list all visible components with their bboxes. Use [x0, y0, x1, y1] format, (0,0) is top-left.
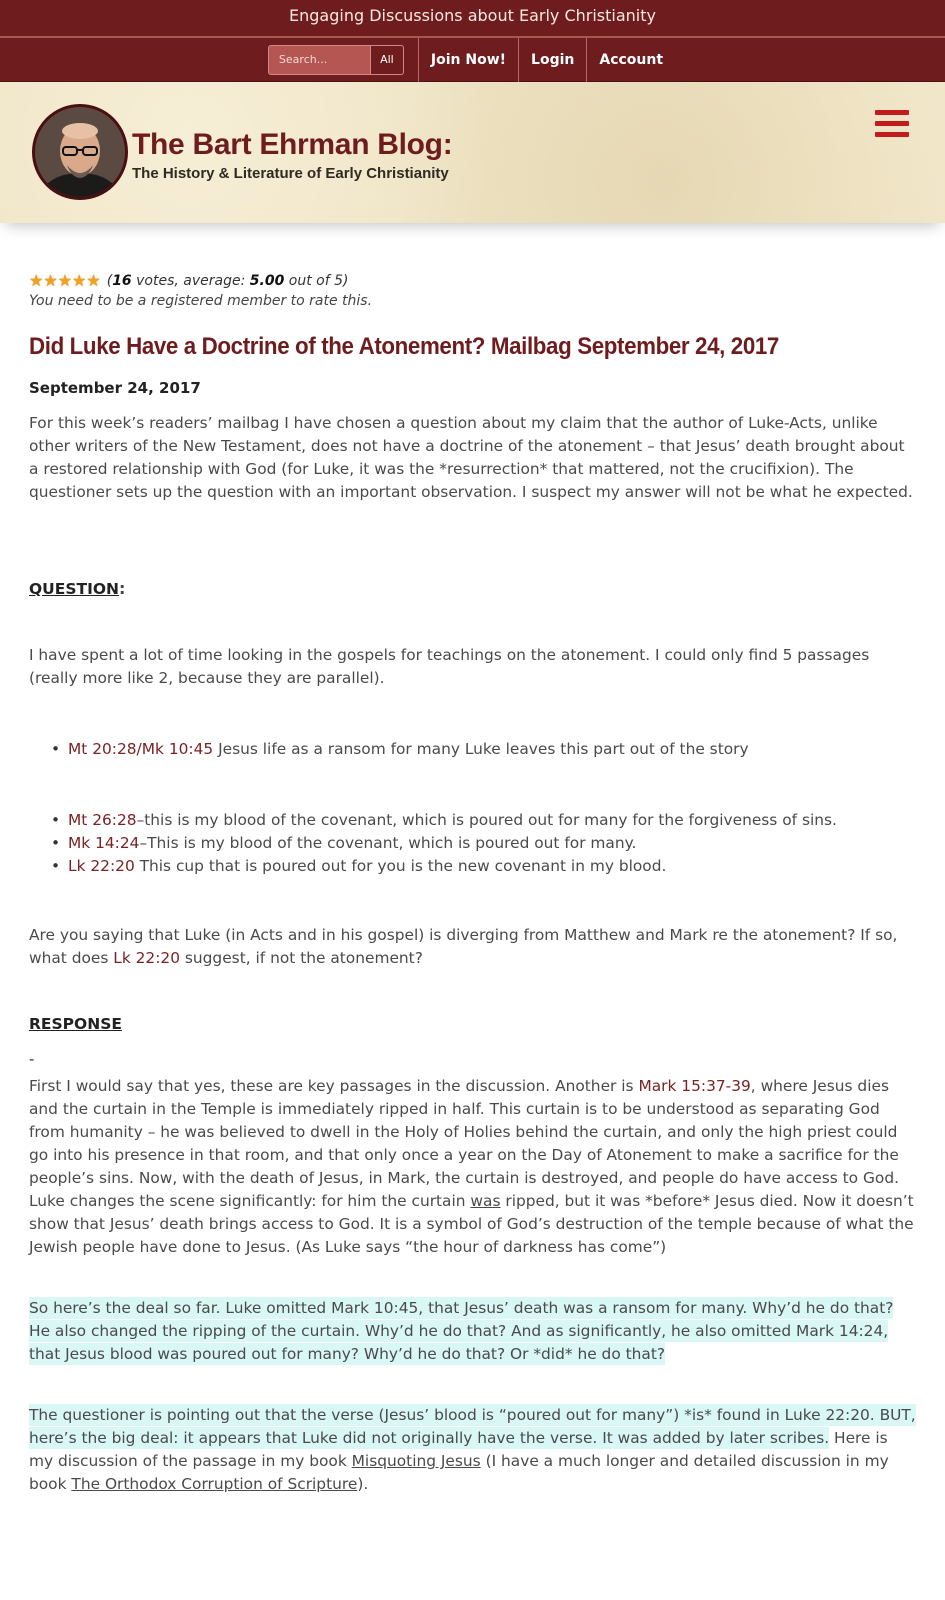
post-rating	[29, 273, 916, 289]
scripture-link[interactable]: Mt 20:28/Mk 10:45	[68, 740, 214, 758]
rating-member-note: You need to be a registered member to rate this.	[29, 293, 373, 309]
list-item	[29, 809, 916, 832]
response-paragraph	[29, 1075, 916, 1259]
paragraph-text: Here is my discussion of the passage in my book	[29, 1429, 888, 1470]
paragraph-text: (I have a much longer and detailed discussion in my book	[29, 1452, 889, 1493]
passage-list-2	[29, 809, 916, 878]
highlighted-text: So here’s the deal so far. Luke omitted Mark 10:45, that Jesus’ death was a ransom for many. Why’d he do that? He also changed the ripping of the curtain. Why’d he do that? And as significantly, he also omitted Mark 14:24, that Jesus blood was poured out for many? Why’d he do that? Or *did* he do that?	[29, 1299, 894, 1363]
site-header-banner	[0, 82, 945, 223]
rating-votes: 16	[112, 273, 132, 289]
question-paragraph: I have spent a lot of time looking in the gospels for teachings on the atonement. I could only find 5 passages (really more like 2, because they are parallel).	[29, 646, 870, 687]
site-tagline: Engaging Discussions about Early Christianity	[289, 6, 656, 25]
search-input[interactable]: Search...	[268, 45, 371, 75]
highlighted-paragraph-1	[29, 1297, 916, 1366]
highlighted-text: The questioner is pointing out that the verse (Jesus’ blood is “poured out for many”) *is* found in Luke 22:20. BUT, here’s the big deal: it appears that Luke did not originally have the verse. It was added by later scribes.	[29, 1406, 916, 1447]
list-item-text: –this is my blood of the covenant, which is poured out for many for the forgiveness of sins.	[136, 811, 837, 829]
response-text-b: , where Jesus dies and the curtain in the Temple is immediately ripped in half. This curtain is to be understood as separating God from humanity – he was believed to dwell in the Holy of Holies behind the curtain, and only the high priest could go into his presence in that room, and that only once a year on the Day of Atonement to make a sacrifice for the people’s sins. Now, with the death of Jesus, in Mark, the curtain is destroyed, and people do have access to God. Luke changes the scene significantly: for him the curtain	[29, 1077, 899, 1210]
scripture-link[interactable]: Mark 15:37-39	[638, 1077, 751, 1095]
rating-votes-label: votes, average:	[136, 273, 246, 289]
list-item	[29, 855, 916, 878]
followup-text-b: suggest, if not the atonement?	[180, 949, 423, 967]
response-emphasis-was: was	[470, 1192, 501, 1210]
account-link[interactable]: Account	[586, 38, 677, 82]
book-link-misquoting-jesus[interactable]: Misquoting Jesus	[351, 1452, 481, 1470]
login-link[interactable]: Login	[518, 38, 586, 82]
list-item	[29, 832, 916, 855]
post-content	[0, 273, 945, 1496]
blog-subtitle: The History & Literature of Early Christianity	[132, 165, 449, 182]
followup-text-a: Are you saying that Luke (in Acts and in his gospel) is diverging from Matthew and Mark re the atonement? If so, what does	[29, 926, 898, 967]
rating-out-of: out of 5	[288, 273, 343, 289]
star-icon[interactable]: ★	[72, 271, 87, 290]
menu-hamburger-icon[interactable]	[875, 110, 909, 138]
star-icon[interactable]: ★	[86, 271, 101, 290]
passage-list-1	[29, 738, 916, 761]
post-title: Did Luke Have a Doctrine of the Atonement? Mailbag September 24, 2017	[29, 333, 779, 360]
rating-stars[interactable]	[29, 273, 101, 289]
rating-average: 5.00	[249, 273, 285, 289]
search-scope-select[interactable]: All	[371, 45, 404, 75]
response-text-a: First I would say that yes, these are key passages in the discussion. Another is	[29, 1077, 639, 1095]
question-heading	[29, 579, 916, 598]
rating-summary: (16 votes, average: 5.00 out of 5)	[106, 273, 349, 289]
response-dash: -	[29, 1050, 35, 1068]
response-heading-label: RESPONSE	[29, 1015, 122, 1033]
scripture-link[interactable]: Mt 26:28	[68, 811, 137, 829]
search-form	[268, 45, 404, 75]
question-heading-colon: :	[119, 579, 126, 598]
paragraph-text: ).	[357, 1475, 369, 1493]
intro-paragraph: For this week’s readers’ mailbag I have chosen a question about my claim that the author of Luke-Acts, unlike other writers of the New Testament, does not have a doctrine of the atonement – that Jesus’ death brought about a restored relationship with God (for Luke, it was the *resurrection* that mattered, not the crucifixion). The questioner sets up the question with an important observation. I suspect my answer will not be what he expected.	[29, 414, 913, 501]
join-now-link[interactable]: Join Now!	[418, 38, 518, 82]
list-item-text: This cup that is poured out for you is the new covenant in my blood.	[134, 857, 667, 875]
list-item-text: Jesus life as a ransom for many Luke leaves this part out of the story	[213, 740, 749, 758]
star-icon[interactable]: ★	[29, 271, 44, 290]
scripture-link[interactable]: Lk 22:20	[68, 857, 135, 875]
response-heading	[29, 1014, 916, 1033]
response-text-c: ripped, but it was *before* Jesus died. Now it doesn’t show that Jesus’ death brings access to God. It is a symbol of God’s destruction of the temple because of what the Jewish people have done to Jesus. (As Luke says “the hour of darkness has come”)	[29, 1192, 914, 1256]
book-link-orthodox-corruption[interactable]: The Orthodox Corruption of Scripture	[71, 1475, 358, 1493]
scripture-link[interactable]: Lk 22:20	[113, 949, 180, 967]
list-item	[29, 738, 916, 761]
author-portrait-icon	[35, 107, 125, 197]
blog-title[interactable]: The Bart Ehrman Blog:	[132, 128, 453, 161]
star-icon[interactable]: ★	[43, 271, 58, 290]
post-date: September 24, 2017	[29, 379, 201, 397]
star-icon[interactable]: ★	[57, 271, 73, 290]
question-followup-paragraph	[29, 924, 916, 970]
author-avatar[interactable]	[32, 104, 128, 200]
scripture-link[interactable]: Mk 14:24	[68, 834, 140, 852]
top-navigation	[0, 38, 945, 82]
question-heading-label: QUESTION	[29, 580, 120, 598]
top-tagline-bar	[0, 0, 945, 38]
list-item-text: –This is my blood of the covenant, which is poured out for many.	[139, 834, 637, 852]
highlighted-paragraph-2	[29, 1404, 916, 1496]
